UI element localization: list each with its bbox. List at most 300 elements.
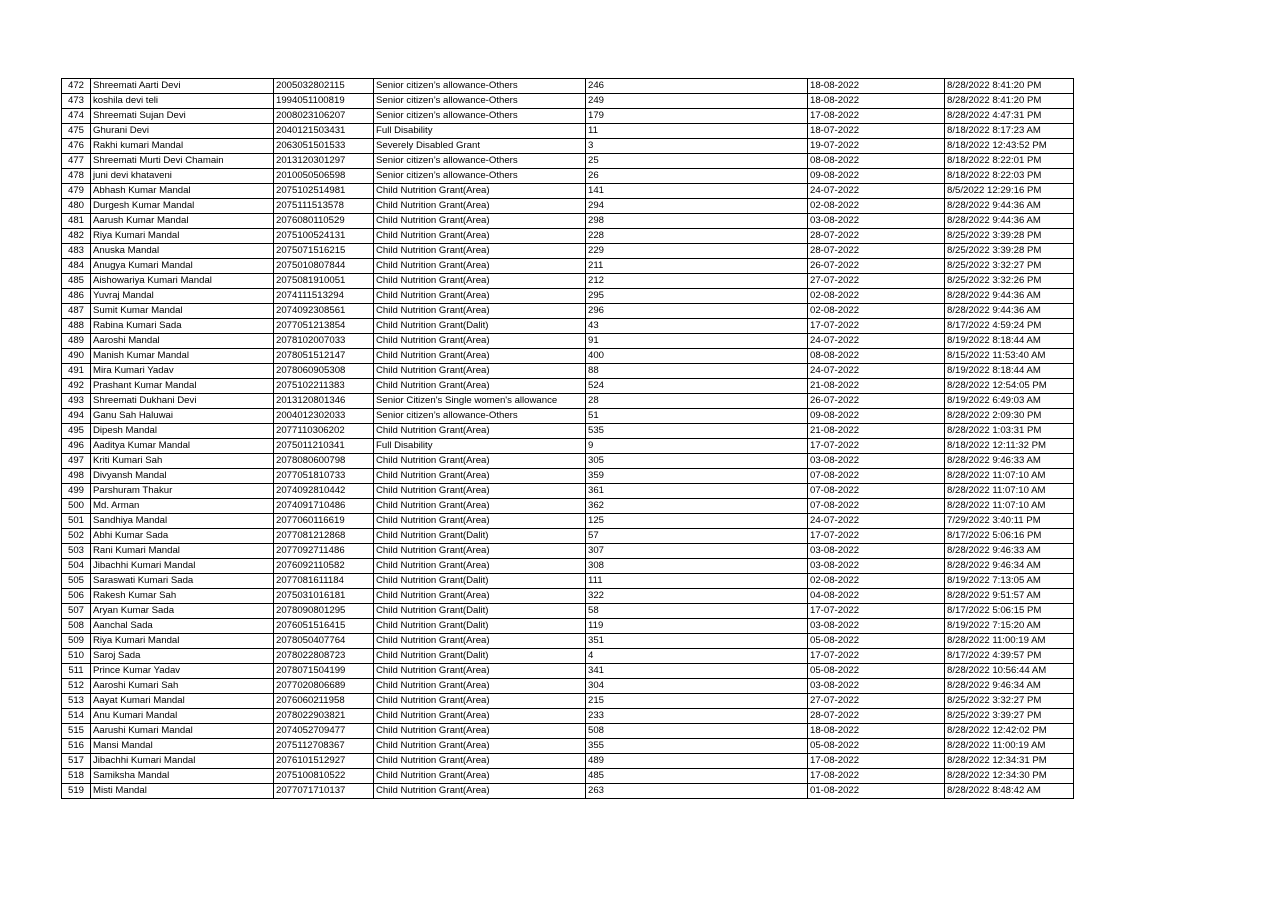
id-number-cell: 2008023106207	[274, 109, 374, 124]
name-cell: Yuvraj Mandal	[91, 289, 274, 304]
allowance-type-cell: Child Nutrition Grant(Area)	[374, 274, 586, 289]
name-cell: Dipesh Mandal	[91, 424, 274, 439]
allowance-type-cell: Child Nutrition Grant(Area)	[374, 424, 586, 439]
table-row	[62, 739, 1074, 754]
amount-cell: 125	[586, 514, 808, 529]
date-cell: 24-07-2022	[808, 514, 945, 529]
timestamp-cell: 8/28/2022 1:03:31 PM	[945, 424, 1074, 439]
table-row	[62, 349, 1074, 364]
date-cell: 26-07-2022	[808, 394, 945, 409]
amount-cell: 304	[586, 679, 808, 694]
name-cell: Aaroshi Kumari Sah	[91, 679, 274, 694]
date-cell: 24-07-2022	[808, 364, 945, 379]
allowance-type-cell: Senior citizen’s allowance-Others	[374, 409, 586, 424]
name-cell: Aanchal Sada	[91, 619, 274, 634]
timestamp-cell: 8/5/2022 12:29:16 PM	[945, 184, 1074, 199]
amount-cell: 489	[586, 754, 808, 769]
allowance-type-cell: Senior citizen’s allowance-Others	[374, 154, 586, 169]
table-row	[62, 574, 1074, 589]
date-cell: 21-08-2022	[808, 379, 945, 394]
serial-number-cell: 512	[62, 679, 91, 694]
date-cell: 21-08-2022	[808, 424, 945, 439]
table-row	[62, 604, 1074, 619]
date-cell: 02-08-2022	[808, 574, 945, 589]
serial-number-cell: 511	[62, 664, 91, 679]
allowance-type-cell: Child Nutrition Grant(Area)	[374, 634, 586, 649]
allowance-type-cell: Child Nutrition Grant(Area)	[374, 229, 586, 244]
name-cell: Aarushi Kumari Mandal	[91, 724, 274, 739]
date-cell: 17-07-2022	[808, 319, 945, 334]
serial-number-cell: 516	[62, 739, 91, 754]
id-number-cell: 2074091710486	[274, 499, 374, 514]
id-number-cell: 2074092308561	[274, 304, 374, 319]
serial-number-cell: 506	[62, 589, 91, 604]
amount-cell: 57	[586, 529, 808, 544]
allowance-type-cell: Child Nutrition Grant(Dalit)	[374, 529, 586, 544]
amount-cell: 233	[586, 709, 808, 724]
timestamp-cell: 8/28/2022 10:56:44 AM	[945, 664, 1074, 679]
amount-cell: 111	[586, 574, 808, 589]
name-cell: Shreemati Dukhani Devi	[91, 394, 274, 409]
name-cell: Divyansh Mandal	[91, 469, 274, 484]
serial-number-cell: 473	[62, 94, 91, 109]
date-cell: 03-08-2022	[808, 679, 945, 694]
name-cell: Anuska Mandal	[91, 244, 274, 259]
id-number-cell: 2077081212868	[274, 529, 374, 544]
date-cell: 02-08-2022	[808, 304, 945, 319]
date-cell: 26-07-2022	[808, 259, 945, 274]
name-cell: Prashant Kumar Mandal	[91, 379, 274, 394]
amount-cell: 508	[586, 724, 808, 739]
id-number-cell: 2076092110582	[274, 559, 374, 574]
serial-number-cell: 509	[62, 634, 91, 649]
name-cell: juni devi khataveni	[91, 169, 274, 184]
timestamp-cell: 8/17/2022 4:59:24 PM	[945, 319, 1074, 334]
timestamp-cell: 8/28/2022 4:47:31 PM	[945, 109, 1074, 124]
table-row	[62, 79, 1074, 94]
id-number-cell: 2075081910051	[274, 274, 374, 289]
serial-number-cell: 474	[62, 109, 91, 124]
id-number-cell: 2075100810522	[274, 769, 374, 784]
amount-cell: 246	[586, 79, 808, 94]
table-row	[62, 469, 1074, 484]
allowance-type-cell: Child Nutrition Grant(Dalit)	[374, 604, 586, 619]
id-number-cell: 2077060116619	[274, 514, 374, 529]
table-row	[62, 529, 1074, 544]
date-cell: 28-07-2022	[808, 229, 945, 244]
timestamp-cell: 8/17/2022 5:06:16 PM	[945, 529, 1074, 544]
serial-number-cell: 484	[62, 259, 91, 274]
table-row	[62, 754, 1074, 769]
timestamp-cell: 8/28/2022 9:46:33 AM	[945, 454, 1074, 469]
timestamp-cell: 8/28/2022 11:07:10 AM	[945, 469, 1074, 484]
allowance-type-cell: Child Nutrition Grant(Area)	[374, 499, 586, 514]
date-cell: 09-08-2022	[808, 169, 945, 184]
name-cell: Mansi Mandal	[91, 739, 274, 754]
serial-number-cell: 497	[62, 454, 91, 469]
name-cell: Aaditya Kumar Mandal	[91, 439, 274, 454]
allowance-type-cell: Child Nutrition Grant(Area)	[374, 709, 586, 724]
serial-number-cell: 491	[62, 364, 91, 379]
allowance-type-cell: Child Nutrition Grant(Area)	[374, 244, 586, 259]
date-cell: 07-08-2022	[808, 469, 945, 484]
allowance-type-cell: Senior citizen’s allowance-Others	[374, 79, 586, 94]
id-number-cell: 2075102211383	[274, 379, 374, 394]
name-cell: Shreemati Murti Devi Chamain	[91, 154, 274, 169]
serial-number-cell: 505	[62, 574, 91, 589]
timestamp-cell: 8/28/2022 9:46:34 AM	[945, 679, 1074, 694]
id-number-cell: 2078080600798	[274, 454, 374, 469]
name-cell: Aayat Kumari Mandal	[91, 694, 274, 709]
id-number-cell: 2076080110529	[274, 214, 374, 229]
timestamp-cell: 8/28/2022 8:48:42 AM	[945, 784, 1074, 799]
serial-number-cell: 515	[62, 724, 91, 739]
name-cell: Aarush Kumar Mandal	[91, 214, 274, 229]
date-cell: 09-08-2022	[808, 409, 945, 424]
table-row	[62, 154, 1074, 169]
serial-number-cell: 489	[62, 334, 91, 349]
date-cell: 07-08-2022	[808, 499, 945, 514]
table-row	[62, 244, 1074, 259]
allowance-type-cell: Child Nutrition Grant(Area)	[374, 754, 586, 769]
serial-number-cell: 477	[62, 154, 91, 169]
amount-cell: 88	[586, 364, 808, 379]
amount-cell: 215	[586, 694, 808, 709]
date-cell: 17-07-2022	[808, 439, 945, 454]
name-cell: Durgesh Kumar Mandal	[91, 199, 274, 214]
amount-cell: 341	[586, 664, 808, 679]
id-number-cell: 2075011210341	[274, 439, 374, 454]
amount-cell: 9	[586, 439, 808, 454]
name-cell: Aishowariya Kumari Mandal	[91, 274, 274, 289]
id-number-cell: 2063051501533	[274, 139, 374, 154]
table-row	[62, 484, 1074, 499]
id-number-cell: 2074111513294	[274, 289, 374, 304]
timestamp-cell: 7/29/2022 3:40:11 PM	[945, 514, 1074, 529]
date-cell: 19-07-2022	[808, 139, 945, 154]
name-cell: Ganu Sah Haluwai	[91, 409, 274, 424]
serial-number-cell: 514	[62, 709, 91, 724]
name-cell: Saroj Sada	[91, 649, 274, 664]
table-row	[62, 694, 1074, 709]
amount-cell: 524	[586, 379, 808, 394]
table-row	[62, 424, 1074, 439]
table-row	[62, 454, 1074, 469]
timestamp-cell: 8/19/2022 7:15:20 AM	[945, 619, 1074, 634]
date-cell: 02-08-2022	[808, 289, 945, 304]
name-cell: Rakhi kumari Mandal	[91, 139, 274, 154]
table-row	[62, 229, 1074, 244]
id-number-cell: 2078060905308	[274, 364, 374, 379]
amount-cell: 294	[586, 199, 808, 214]
timestamp-cell: 8/28/2022 9:44:36 AM	[945, 199, 1074, 214]
table-row	[62, 394, 1074, 409]
name-cell: Md. Arman	[91, 499, 274, 514]
id-number-cell: 2075031016181	[274, 589, 374, 604]
table-row	[62, 514, 1074, 529]
serial-number-cell: 503	[62, 544, 91, 559]
table-row	[62, 409, 1074, 424]
date-cell: 17-08-2022	[808, 754, 945, 769]
timestamp-cell: 8/25/2022 3:32:27 PM	[945, 694, 1074, 709]
serial-number-cell: 493	[62, 394, 91, 409]
timestamp-cell: 8/28/2022 8:41:20 PM	[945, 94, 1074, 109]
timestamp-cell: 8/28/2022 9:44:36 AM	[945, 304, 1074, 319]
date-cell: 24-07-2022	[808, 334, 945, 349]
allowance-type-cell: Child Nutrition Grant(Area)	[374, 544, 586, 559]
serial-number-cell: 479	[62, 184, 91, 199]
name-cell: Ghurani Devi	[91, 124, 274, 139]
serial-number-cell: 480	[62, 199, 91, 214]
date-cell: 27-07-2022	[808, 274, 945, 289]
timestamp-cell: 8/17/2022 4:39:57 PM	[945, 649, 1074, 664]
amount-cell: 28	[586, 394, 808, 409]
allowance-type-cell: Child Nutrition Grant(Area)	[374, 739, 586, 754]
table-row	[62, 199, 1074, 214]
table-row	[62, 769, 1074, 784]
amount-cell: 211	[586, 259, 808, 274]
amount-cell: 58	[586, 604, 808, 619]
allowance-type-cell: Senior citizen’s allowance-Others	[374, 94, 586, 109]
allowance-type-cell: Senior Citizen's Single women's allowance	[374, 394, 586, 409]
timestamp-cell: 8/18/2022 8:22:03 PM	[945, 169, 1074, 184]
id-number-cell: 2076051516415	[274, 619, 374, 634]
table-row	[62, 109, 1074, 124]
date-cell: 18-08-2022	[808, 79, 945, 94]
name-cell: Abhi Kumar Sada	[91, 529, 274, 544]
name-cell: Saraswati Kumari Sada	[91, 574, 274, 589]
amount-cell: 351	[586, 634, 808, 649]
serial-number-cell: 483	[62, 244, 91, 259]
table-row	[62, 634, 1074, 649]
id-number-cell: 2013120801346	[274, 394, 374, 409]
allowance-type-cell: Senior citizen’s allowance-Others	[374, 169, 586, 184]
allowance-type-cell: Child Nutrition Grant(Area)	[374, 664, 586, 679]
serial-number-cell: 475	[62, 124, 91, 139]
table-row	[62, 124, 1074, 139]
name-cell: Abhash Kumar Mandal	[91, 184, 274, 199]
id-number-cell: 2077110306202	[274, 424, 374, 439]
amount-cell: 249	[586, 94, 808, 109]
date-cell: 03-08-2022	[808, 544, 945, 559]
table-row	[62, 589, 1074, 604]
date-cell: 03-08-2022	[808, 454, 945, 469]
date-cell: 28-07-2022	[808, 709, 945, 724]
allowance-type-cell: Child Nutrition Grant(Area)	[374, 484, 586, 499]
timestamp-cell: 8/25/2022 3:32:27 PM	[945, 259, 1074, 274]
timestamp-cell: 8/28/2022 9:44:36 AM	[945, 214, 1074, 229]
amount-cell: 11	[586, 124, 808, 139]
amount-cell: 25	[586, 154, 808, 169]
name-cell: Misti Mandal	[91, 784, 274, 799]
id-number-cell: 2078051512147	[274, 349, 374, 364]
date-cell: 17-07-2022	[808, 649, 945, 664]
name-cell: Prince Kumar Yadav	[91, 664, 274, 679]
timestamp-cell: 8/28/2022 11:00:19 AM	[945, 739, 1074, 754]
id-number-cell: 2078090801295	[274, 604, 374, 619]
date-cell: 02-08-2022	[808, 199, 945, 214]
timestamp-cell: 8/28/2022 9:46:33 AM	[945, 544, 1074, 559]
timestamp-cell: 8/25/2022 3:32:26 PM	[945, 274, 1074, 289]
allowance-type-cell: Child Nutrition Grant(Area)	[374, 364, 586, 379]
amount-cell: 119	[586, 619, 808, 634]
table-row	[62, 319, 1074, 334]
date-cell: 17-08-2022	[808, 769, 945, 784]
name-cell: Shreemati Sujan Devi	[91, 109, 274, 124]
serial-number-cell: 486	[62, 289, 91, 304]
table-row	[62, 334, 1074, 349]
amount-cell: 307	[586, 544, 808, 559]
id-number-cell: 2077051810733	[274, 469, 374, 484]
timestamp-cell: 8/17/2022 5:06:15 PM	[945, 604, 1074, 619]
name-cell: Riya Kumari Mandal	[91, 634, 274, 649]
amount-cell: 141	[586, 184, 808, 199]
id-number-cell: 2077081611184	[274, 574, 374, 589]
allowance-type-cell: Child Nutrition Grant(Dalit)	[374, 319, 586, 334]
amount-cell: 305	[586, 454, 808, 469]
name-cell: Jibachhi Kumari Mandal	[91, 754, 274, 769]
name-cell: Anu Kumari Mandal	[91, 709, 274, 724]
serial-number-cell: 508	[62, 619, 91, 634]
table-row	[62, 649, 1074, 664]
timestamp-cell: 8/28/2022 8:41:20 PM	[945, 79, 1074, 94]
serial-number-cell: 481	[62, 214, 91, 229]
id-number-cell: 2013120301297	[274, 154, 374, 169]
table-row	[62, 139, 1074, 154]
serial-number-cell: 501	[62, 514, 91, 529]
allowance-type-cell: Child Nutrition Grant(Dalit)	[374, 574, 586, 589]
name-cell: Rakesh Kumar Sah	[91, 589, 274, 604]
allowance-type-cell: Child Nutrition Grant(Area)	[374, 679, 586, 694]
id-number-cell: 2075112708367	[274, 739, 374, 754]
amount-cell: 91	[586, 334, 808, 349]
serial-number-cell: 504	[62, 559, 91, 574]
name-cell: Aryan Kumar Sada	[91, 604, 274, 619]
date-cell: 17-08-2022	[808, 109, 945, 124]
date-cell: 18-08-2022	[808, 94, 945, 109]
amount-cell: 296	[586, 304, 808, 319]
id-number-cell: 2075100524131	[274, 229, 374, 244]
date-cell: 05-08-2022	[808, 634, 945, 649]
id-number-cell: 2077051213854	[274, 319, 374, 334]
table-row	[62, 169, 1074, 184]
date-cell: 27-07-2022	[808, 694, 945, 709]
table-row	[62, 364, 1074, 379]
amount-cell: 359	[586, 469, 808, 484]
name-cell: Anugya Kumari Mandal	[91, 259, 274, 274]
date-cell: 18-08-2022	[808, 724, 945, 739]
amount-cell: 355	[586, 739, 808, 754]
name-cell: Sumit Kumar Mandal	[91, 304, 274, 319]
table-row	[62, 724, 1074, 739]
table-row	[62, 499, 1074, 514]
serial-number-cell: 507	[62, 604, 91, 619]
name-cell: Rani Kumari Mandal	[91, 544, 274, 559]
table-row	[62, 709, 1074, 724]
serial-number-cell: 499	[62, 484, 91, 499]
timestamp-cell: 8/28/2022 12:54:05 PM	[945, 379, 1074, 394]
allowance-type-cell: Child Nutrition Grant(Area)	[374, 184, 586, 199]
timestamp-cell: 8/19/2022 8:18:44 AM	[945, 364, 1074, 379]
id-number-cell: 2075071516215	[274, 244, 374, 259]
serial-number-cell: 495	[62, 424, 91, 439]
amount-cell: 485	[586, 769, 808, 784]
amount-cell: 263	[586, 784, 808, 799]
serial-number-cell: 476	[62, 139, 91, 154]
name-cell: Kriti Kumari Sah	[91, 454, 274, 469]
id-number-cell: 2040121503431	[274, 124, 374, 139]
date-cell: 17-07-2022	[808, 529, 945, 544]
id-number-cell: 1994051100819	[274, 94, 374, 109]
id-number-cell: 2074092810442	[274, 484, 374, 499]
date-cell: 17-07-2022	[808, 604, 945, 619]
allowance-type-cell: Child Nutrition Grant(Area)	[374, 454, 586, 469]
date-cell: 08-08-2022	[808, 349, 945, 364]
amount-cell: 361	[586, 484, 808, 499]
date-cell: 03-08-2022	[808, 214, 945, 229]
name-cell: Shreemati Aarti Devi	[91, 79, 274, 94]
serial-number-cell: 498	[62, 469, 91, 484]
amount-cell: 308	[586, 559, 808, 574]
table-row	[62, 439, 1074, 454]
date-cell: 05-08-2022	[808, 739, 945, 754]
timestamp-cell: 8/28/2022 12:34:30 PM	[945, 769, 1074, 784]
table-row	[62, 259, 1074, 274]
name-cell: Manish Kumar Mandal	[91, 349, 274, 364]
allowance-type-cell: Child Nutrition Grant(Area)	[374, 199, 586, 214]
date-cell: 03-08-2022	[808, 619, 945, 634]
allowance-type-cell: Senior citizen’s allowance-Others	[374, 109, 586, 124]
allowance-type-cell: Child Nutrition Grant(Area)	[374, 559, 586, 574]
id-number-cell: 2005032802115	[274, 79, 374, 94]
id-number-cell: 2077092711486	[274, 544, 374, 559]
serial-number-cell: 494	[62, 409, 91, 424]
name-cell: Parshuram Thakur	[91, 484, 274, 499]
table-row	[62, 619, 1074, 634]
id-number-cell: 2078022808723	[274, 649, 374, 664]
timestamp-cell: 8/28/2022 2:09:30 PM	[945, 409, 1074, 424]
allowance-type-cell: Child Nutrition Grant(Area)	[374, 289, 586, 304]
name-cell: Mira Kumari Yadav	[91, 364, 274, 379]
name-cell: Rabina Kumari Sada	[91, 319, 274, 334]
table-row	[62, 679, 1074, 694]
timestamp-cell: 8/19/2022 6:49:03 AM	[945, 394, 1074, 409]
timestamp-cell: 8/15/2022 11:53:40 AM	[945, 349, 1074, 364]
timestamp-cell: 8/28/2022 11:07:10 AM	[945, 499, 1074, 514]
date-cell: 01-08-2022	[808, 784, 945, 799]
id-number-cell: 2078050407764	[274, 634, 374, 649]
amount-cell: 229	[586, 244, 808, 259]
table-row	[62, 784, 1074, 799]
id-number-cell: 2076101512927	[274, 754, 374, 769]
timestamp-cell: 8/28/2022 11:07:10 AM	[945, 484, 1074, 499]
allowance-type-cell: Child Nutrition Grant(Area)	[374, 214, 586, 229]
timestamp-cell: 8/28/2022 9:51:57 AM	[945, 589, 1074, 604]
serial-number-cell: 502	[62, 529, 91, 544]
id-number-cell: 2078071504199	[274, 664, 374, 679]
timestamp-cell: 8/28/2022 9:44:36 AM	[945, 289, 1074, 304]
serial-number-cell: 472	[62, 79, 91, 94]
amount-cell: 228	[586, 229, 808, 244]
id-number-cell: 2075102514981	[274, 184, 374, 199]
timestamp-cell: 8/25/2022 3:39:28 PM	[945, 229, 1074, 244]
name-cell: Aaroshi Mandal	[91, 334, 274, 349]
allowance-type-cell: Child Nutrition Grant(Area)	[374, 259, 586, 274]
id-number-cell: 2078022903821	[274, 709, 374, 724]
id-number-cell: 2077020806689	[274, 679, 374, 694]
date-cell: 18-07-2022	[808, 124, 945, 139]
timestamp-cell: 8/18/2022 12:43:52 PM	[945, 139, 1074, 154]
